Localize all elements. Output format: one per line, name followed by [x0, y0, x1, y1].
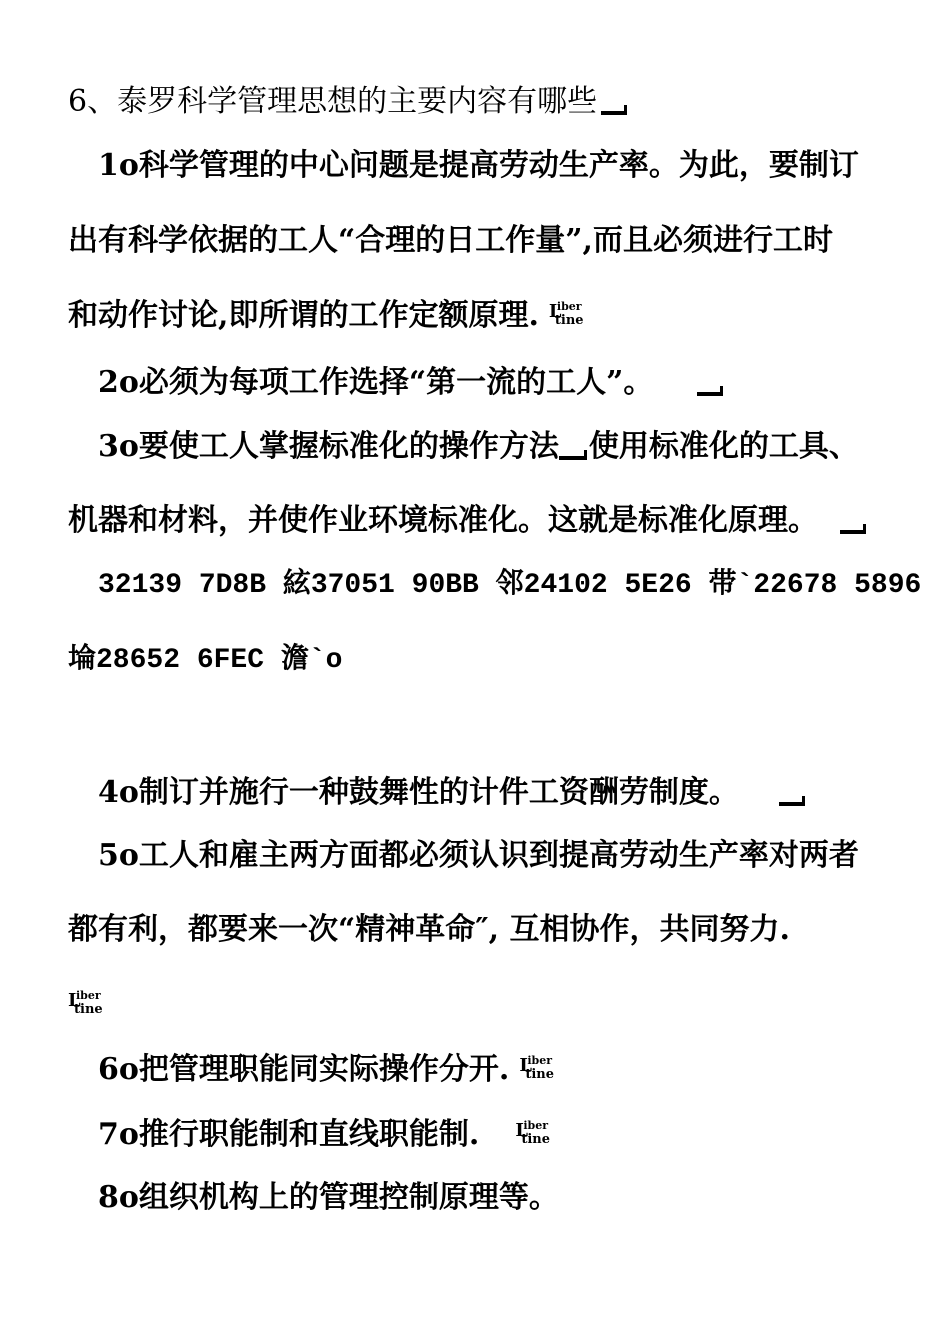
point-5-line-2: 都有利，都要来一次“精神革命″, 互相协作，共同努力.	[68, 912, 790, 947]
liber-tine-glyph-icon: L iber tine	[519, 1054, 554, 1082]
heading-text: 6、泰罗科学管理思想的主要内容有哪些	[68, 84, 598, 119]
point-7-text: 7o推行职能制和直线职能制.	[98, 1117, 480, 1152]
corner-mark-icon	[601, 101, 629, 117]
point-3-line-1	[98, 427, 859, 467]
point-1-line-1: 1o科学管理的中心问题是提高劳动生产率。为此，要制订	[98, 148, 859, 183]
point-4-text: 4o制订并施行一种鼓舞性的计件工资酬劳制度。	[98, 775, 739, 810]
garbled-line-1: 32139 7D8B 絃37051 90BB 邻24102 5E26 带`22678 5896	[98, 570, 922, 601]
liber-tine-glyph-icon: L iber tine	[548, 300, 584, 328]
point-5-trailing-glyph	[58, 985, 110, 1025]
point-8: 8o组织机构上的管理控制原理等。	[98, 1180, 559, 1215]
liber-tine-glyph-icon: L iber tine	[68, 989, 103, 1017]
liber-tine-glyph-icon: L iber tine	[515, 1119, 550, 1147]
point-2-text: 2o必须为每项工作选择“第一流的工人”。	[98, 365, 654, 400]
point-6-text: 6o把管理职能同实际操作分开.	[98, 1052, 510, 1087]
point-6	[98, 1050, 561, 1090]
question-heading	[68, 82, 629, 122]
corner-mark-icon	[779, 792, 807, 808]
point-1-line-2: 出有科学依据的工人“合理的日工作量”,而且必须进行工时	[68, 223, 833, 258]
point-3-line-1a: 3o要使工人掌握标准化的操作方法	[98, 429, 559, 464]
corner-mark-icon	[697, 382, 725, 398]
point-2	[98, 363, 725, 403]
point-4	[98, 773, 807, 813]
corner-mark-icon	[559, 446, 589, 462]
point-1-line-3-text: 和动作讨论,即所谓的工作定额原理.	[68, 298, 539, 333]
point-7	[98, 1115, 557, 1155]
point-3-line-2	[68, 501, 868, 541]
corner-mark-icon	[840, 520, 868, 536]
garbled-line-2: 埨28652 6FEC 澹`o	[68, 645, 343, 676]
point-3-line-2-text: 机器和材料，并使作业环境标准化。这就是标准化原理。	[68, 503, 818, 538]
point-5-line-1: 5o工人和雇主两方面都必须认识到提高劳动生产率对两者	[98, 838, 859, 873]
point-3-line-1b: 使用标准化的工具、	[588, 429, 859, 464]
point-1-line-3	[68, 296, 591, 336]
